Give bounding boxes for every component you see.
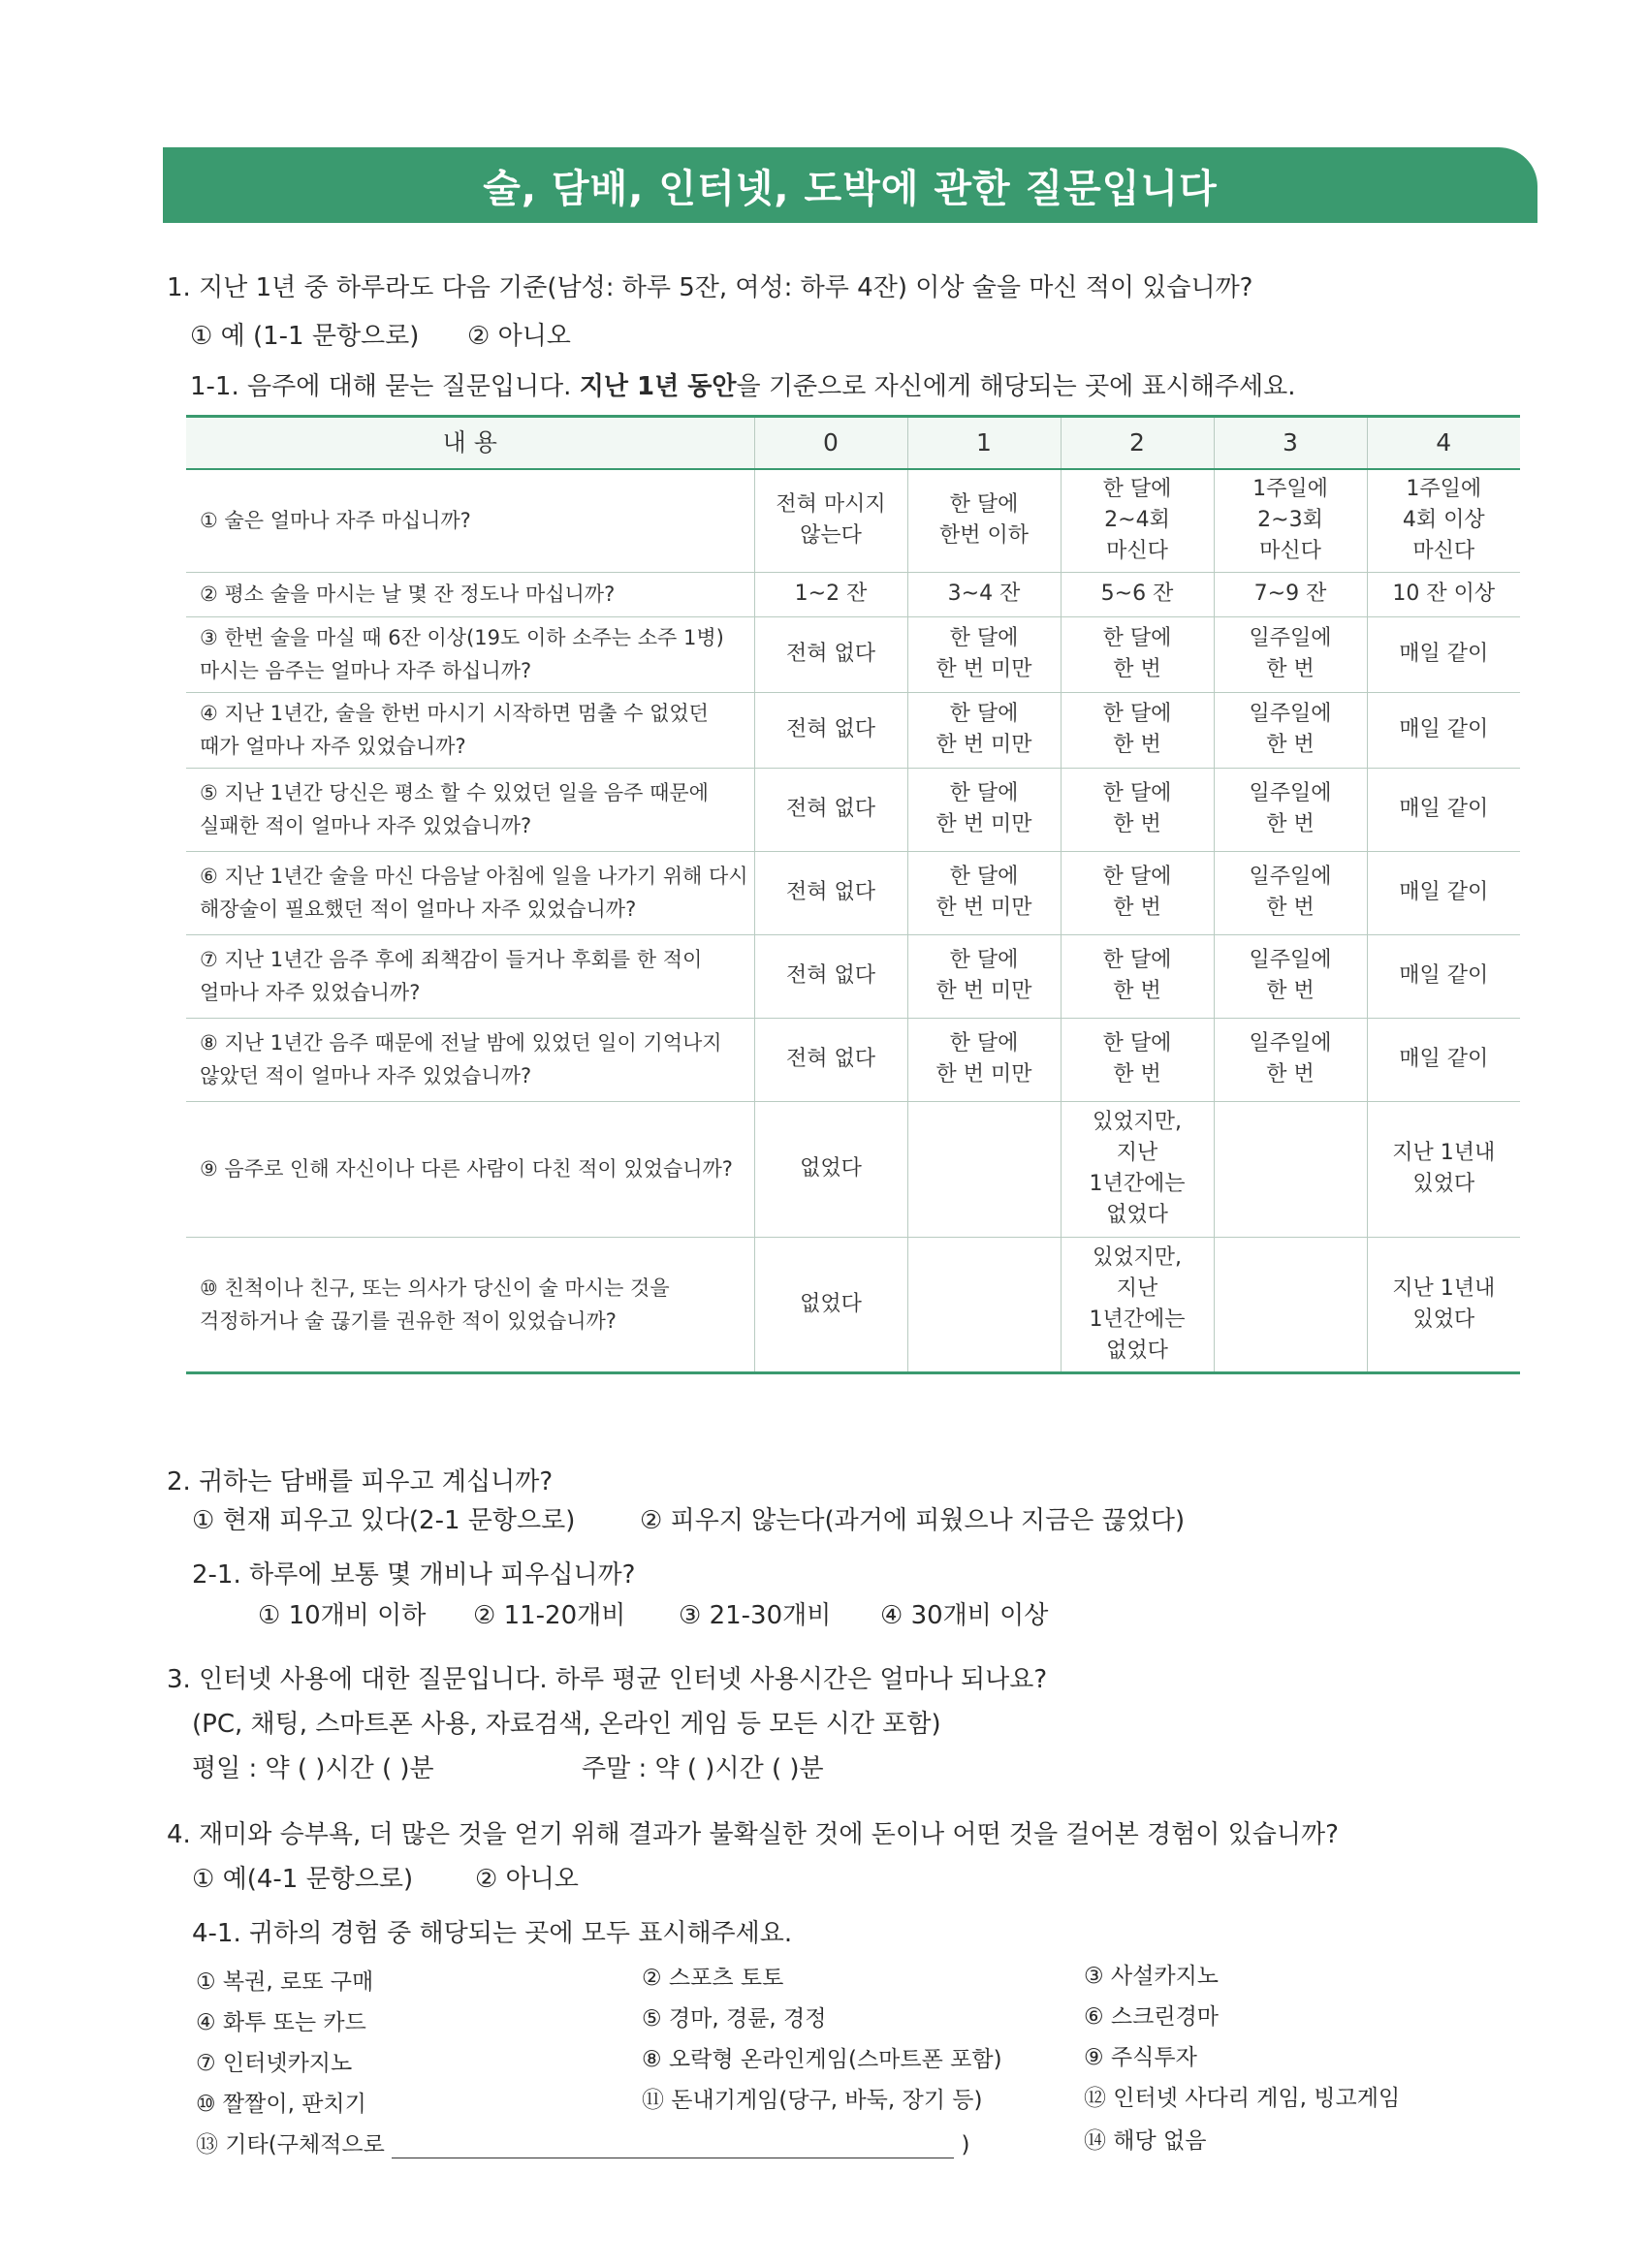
- answer-cell[interactable]: [1061, 851, 1214, 934]
- question-text: ② 평소 술을 마시는 날 몇 잔 정도나 마십니까?: [200, 583, 616, 606]
- q1-1-instruction: [190, 366, 1296, 402]
- header-score: 0: [754, 417, 907, 470]
- answer-cell[interactable]: [1061, 572, 1214, 616]
- table-row: [186, 572, 1520, 616]
- question-text: ⑩ 친척이나 친구, 또는 의사가 당신이 술 마시는 것을 걱정하거나 술 끊기를 권유한 적이 있었습니까?: [200, 1276, 670, 1333]
- question-cell: [186, 1101, 754, 1237]
- answer-text: 전혀 없다: [785, 963, 875, 988]
- answer-cell: [1214, 1101, 1367, 1237]
- q4-option-yes[interactable]: ① 예(4-1 문항으로): [192, 1865, 414, 1894]
- table-row: [186, 1237, 1520, 1372]
- answer-cell[interactable]: [907, 1018, 1061, 1101]
- table-row: [186, 469, 1520, 572]
- answer-cell[interactable]: [1367, 934, 1520, 1018]
- answer-text: 매일 같이: [1399, 963, 1489, 988]
- question-cell: [186, 768, 754, 851]
- answer-cell: [907, 1237, 1061, 1372]
- question-cell: [186, 572, 754, 616]
- answer-text: 일주일에 한 번: [1249, 948, 1332, 1003]
- q4-option-no[interactable]: ② 아니오: [475, 1865, 579, 1894]
- gamble-item[interactable]: ⑥ 스크린경마: [1084, 2004, 1220, 2030]
- answer-cell[interactable]: [907, 616, 1061, 692]
- answer-text: 매일 같이: [1399, 880, 1489, 904]
- answer-cell[interactable]: [1061, 1237, 1214, 1372]
- answer-cell[interactable]: [1214, 469, 1367, 572]
- q3-text: 3. 인터넷 사용에 대한 질문입니다. 하루 평균 인터넷 사용시간은 얼마나 되나요?: [167, 1665, 1048, 1694]
- answer-cell[interactable]: [754, 1101, 907, 1237]
- answer-cell[interactable]: [1061, 768, 1214, 851]
- answer-cell[interactable]: [1061, 934, 1214, 1018]
- answer-text: 한 달에 한 번: [1102, 626, 1172, 681]
- gamble-item-none[interactable]: ⑭ 해당 없음: [1084, 2128, 1207, 2154]
- answer-cell[interactable]: [1367, 1237, 1520, 1372]
- q2-1-option-2[interactable]: ② 11-20개비: [473, 1601, 626, 1630]
- answer-cell[interactable]: [1214, 768, 1367, 851]
- answer-text: 전혀 없다: [785, 797, 875, 821]
- answer-cell[interactable]: [754, 572, 907, 616]
- question-text: ⑥ 지난 1년간 술을 마신 다음날 아침에 일을 나가기 위해 다시 해장술이 필요했던 적이 얼마나 자주 있었습니까?: [200, 865, 748, 921]
- answer-cell[interactable]: [1367, 1018, 1520, 1101]
- answer-text: 일주일에 한 번: [1249, 781, 1332, 836]
- answer-cell[interactable]: [907, 768, 1061, 851]
- gamble-item[interactable]: ⑨ 주식투자: [1084, 2045, 1197, 2070]
- gamble-item[interactable]: ⑧ 오락형 온라인게임(스마트폰 포함): [642, 2047, 1002, 2072]
- question-cell: [186, 469, 754, 572]
- answer-text: 한 달에 한 번: [1102, 948, 1172, 1003]
- answer-text: 전혀 없다: [785, 1047, 875, 1071]
- answer-cell[interactable]: [754, 1018, 907, 1101]
- q4-text: 4. 재미와 승부욕, 더 많은 것을 얻기 위해 결과가 불확실한 것에 돈이나 어떤 것을 걸어본 경험이 있습니까?: [167, 1820, 1339, 1849]
- table-row: [186, 1101, 1520, 1237]
- question-cell: [186, 692, 754, 768]
- question-text: ⑤ 지난 1년간 당신은 평소 할 수 있었던 일을 음주 때문에 실패한 적이 얼마나 자주 있었습니까?: [200, 781, 709, 837]
- answer-text: 매일 같이: [1399, 1047, 1489, 1071]
- answer-text: 한 달에 한 번: [1102, 865, 1172, 920]
- q3-weekend-field[interactable]: 주말 : 약 ( )시간 ( )분: [582, 1754, 824, 1783]
- answer-text: 한 달에 한 번: [1102, 702, 1172, 757]
- answer-cell[interactable]: [754, 934, 907, 1018]
- answer-cell: [907, 1101, 1061, 1237]
- answer-cell[interactable]: [1214, 692, 1367, 768]
- answer-text: 한 달에 한 번 미만: [935, 948, 1032, 1003]
- answer-text: 한 달에 2~4회 마신다: [1102, 477, 1172, 564]
- q2-1-option-4[interactable]: ④ 30개비 이상: [880, 1601, 1049, 1630]
- answer-text: 한 달에 한 번 미만: [935, 1031, 1032, 1087]
- answer-text: 일주일에 한 번: [1249, 1031, 1332, 1087]
- answer-text: 일주일에 한 번: [1249, 626, 1332, 681]
- answer-text: 5~6 잔: [1100, 582, 1174, 606]
- q1-text: 1. 지난 1년 중 하루라도 다음 기준(남성: 하루 5잔, 여성: 하루 4잔) 이상 술을 마신 적이 있습니까?: [167, 273, 1253, 302]
- page-title: 술, 담배, 인터넷, 도박에 관한 질문입니다: [483, 166, 1218, 211]
- answer-cell[interactable]: [754, 851, 907, 934]
- gamble-item[interactable]: ② 스포츠 토토: [642, 1966, 784, 1991]
- answer-cell[interactable]: [1214, 1018, 1367, 1101]
- answer-cell[interactable]: [754, 616, 907, 692]
- gamble-item[interactable]: ③ 사설카지노: [1084, 1964, 1220, 1989]
- answer-cell[interactable]: [1367, 572, 1520, 616]
- answer-text: 매일 같이: [1399, 642, 1489, 666]
- answer-cell[interactable]: [1061, 616, 1214, 692]
- gamble-item[interactable]: ⑦ 인터넷카지노: [196, 2051, 353, 2076]
- answer-cell[interactable]: [754, 1237, 907, 1372]
- header-score: 4: [1367, 417, 1520, 470]
- answer-cell[interactable]: [1214, 572, 1367, 616]
- q2-1-option-3[interactable]: ③ 21-30개비: [679, 1601, 832, 1630]
- answer-text: 매일 같이: [1399, 797, 1489, 821]
- answer-cell[interactable]: [1367, 768, 1520, 851]
- answer-cell[interactable]: [1367, 692, 1520, 768]
- gamble-item-other[interactable]: [196, 2126, 969, 2158]
- answer-cell[interactable]: [1214, 851, 1367, 934]
- q1-option-yes[interactable]: ① 예 (1-1 문항으로): [190, 322, 420, 351]
- q2-1-option-1[interactable]: ① 10개비 이하: [258, 1601, 427, 1630]
- question-cell: [186, 1237, 754, 1372]
- answer-text: 한 달에 한 번 미만: [935, 781, 1032, 836]
- q1-1-bold: 지난 1년 동안: [579, 372, 737, 401]
- other-label: ⑬ 기타(구체적으로: [196, 2132, 385, 2158]
- question-text: ⑨ 음주로 인해 자신이나 다른 사람이 다친 적이 있었습니까?: [200, 1157, 733, 1181]
- answer-cell[interactable]: [1061, 469, 1214, 572]
- header-score: 1: [907, 417, 1061, 470]
- question-text: ③ 한번 술을 마실 때 6잔 이상(19도 이하 소주는 소주 1병) 마시는 음주는 얼마나 자주 하십니까?: [200, 626, 724, 682]
- table-row: [186, 692, 1520, 768]
- answer-text: 1주일에 4회 이상 마신다: [1402, 477, 1485, 564]
- answer-cell[interactable]: [754, 692, 907, 768]
- question-text: ⑧ 지난 1년간 음주 때문에 전날 밤에 있었던 일이 기억나지 않았던 적이 얼마나 자주 있었습니까?: [200, 1031, 722, 1087]
- answer-text: 전혀 없다: [785, 880, 875, 904]
- answer-text: 없었다: [800, 1291, 862, 1316]
- answer-text: 10 잔 이상: [1392, 582, 1496, 606]
- answer-text: 일주일에 한 번: [1249, 702, 1332, 757]
- q2-option-smoking[interactable]: ① 현재 피우고 있다(2-1 문항으로): [192, 1506, 576, 1535]
- answer-text: 한 달에 한 번: [1102, 1031, 1172, 1087]
- question-cell: [186, 851, 754, 934]
- q1-1-prefix: 1-1. 음주에 대해 묻는 질문입니다.: [190, 372, 580, 401]
- answer-cell[interactable]: [907, 692, 1061, 768]
- answer-text: 3~4 잔: [947, 582, 1021, 606]
- q3-weekday-field[interactable]: 평일 : 약 ( )시간 ( )분: [192, 1754, 434, 1783]
- gamble-item[interactable]: ⑩ 짤짤이, 판치기: [196, 2092, 366, 2117]
- q4-1-text: 4-1. 귀하의 경험 중 해당되는 곳에 모두 표시해주세요.: [192, 1919, 793, 1948]
- answer-text: 한 달에 한 번 미만: [935, 865, 1032, 920]
- answer-cell[interactable]: [907, 572, 1061, 616]
- answer-text: 일주일에 한 번: [1249, 865, 1332, 920]
- table-row: [186, 934, 1520, 1018]
- question-cell: [186, 616, 754, 692]
- answer-cell[interactable]: [907, 934, 1061, 1018]
- answer-cell[interactable]: [1367, 1101, 1520, 1237]
- q2-1-text: 2-1. 하루에 보통 몇 개비나 피우십니까?: [192, 1560, 636, 1590]
- answer-text: 1주일에 2~3회 마신다: [1252, 477, 1328, 564]
- q2-option-not-smoking[interactable]: ② 피우지 않는다(과거에 피웠으나 지금은 끊었다): [640, 1506, 1186, 1535]
- question-text: ⑦ 지난 1년간 음주 후에 죄책감이 들거나 후회를 한 적이 얼마나 자주 있었습니까?: [200, 948, 703, 1004]
- answer-text: 한 달에 한 번 미만: [935, 702, 1032, 757]
- table-row: [186, 616, 1520, 692]
- q2-text: 2. 귀하는 담배를 피우고 계십니까?: [167, 1467, 554, 1496]
- answer-text: 1~2 잔: [794, 582, 868, 606]
- answer-cell[interactable]: [1367, 469, 1520, 572]
- answer-cell[interactable]: [1061, 1018, 1214, 1101]
- answer-text: 지난 1년내 있었다: [1392, 1276, 1496, 1332]
- gamble-item[interactable]: ① 복권, 로또 구매: [196, 1969, 374, 1995]
- answer-text: 전혀 없다: [785, 717, 875, 741]
- other-close: ): [961, 2132, 970, 2158]
- answer-cell[interactable]: [1061, 692, 1214, 768]
- answer-cell[interactable]: [754, 469, 907, 572]
- answer-cell[interactable]: [754, 768, 907, 851]
- q1-option-no[interactable]: ② 아니오: [467, 322, 571, 351]
- answer-cell[interactable]: [1214, 934, 1367, 1018]
- table-row: [186, 1018, 1520, 1101]
- question-cell: [186, 1018, 754, 1101]
- answer-text: 있었지만, 지난 1년간에는 없었다: [1089, 1110, 1186, 1227]
- answer-cell[interactable]: [1061, 1101, 1214, 1237]
- answer-cell[interactable]: [1367, 616, 1520, 692]
- answer-text: 전혀 마시지 않는다: [776, 492, 886, 549]
- answer-cell[interactable]: [907, 469, 1061, 572]
- answer-text: 있었지만, 지난 1년간에는 없었다: [1089, 1244, 1186, 1363]
- answer-text: 한 달에 한 번 미만: [935, 626, 1032, 681]
- answer-text: 없었다: [800, 1156, 862, 1181]
- question-text: ① 술은 얼마나 자주 마십니까?: [200, 509, 471, 533]
- table-body: [186, 469, 1520, 1372]
- alcohol-table: [186, 415, 1520, 1374]
- question-cell: [186, 934, 754, 1018]
- gamble-item[interactable]: ④ 화투 또는 카드: [196, 2010, 366, 2035]
- q1-1-suffix: 을 기준으로 자신에게 해당되는 곳에 표시해주세요.: [736, 372, 1296, 401]
- header-content: 내 용: [186, 417, 754, 470]
- answer-text: 전혀 없다: [785, 642, 875, 666]
- answer-cell: [1214, 1237, 1367, 1372]
- answer-text: 7~9 잔: [1253, 582, 1327, 606]
- other-blank-line[interactable]: [392, 2136, 954, 2158]
- table-row: [186, 851, 1520, 934]
- gamble-item[interactable]: ⑤ 경마, 경륜, 경정: [642, 2006, 827, 2032]
- answer-cell[interactable]: [907, 851, 1061, 934]
- answer-text: 지난 1년내 있었다: [1392, 1141, 1496, 1196]
- answer-text: 한 달에 한번 이하: [938, 492, 1029, 549]
- question-text: ④ 지난 1년간, 술을 한번 마시기 시작하면 멈출 수 없었던 때가 얼마나 자주 있었습니까?: [200, 702, 709, 758]
- gamble-item[interactable]: ⑫ 인터넷 사다리 게임, 빙고게임: [1084, 2086, 1401, 2111]
- q3-note: (PC, 채팅, 스마트폰 사용, 자료검색, 온라인 게임 등 모든 시간 포함): [192, 1710, 941, 1739]
- answer-text: 한 달에 한 번: [1102, 781, 1172, 836]
- gamble-item[interactable]: ⑪ 돈내기게임(당구, 바둑, 장기 등): [642, 2088, 983, 2113]
- table-row: [186, 768, 1520, 851]
- answer-text: 매일 같이: [1399, 717, 1489, 741]
- header-score: 3: [1214, 417, 1367, 470]
- table-header-row: [186, 417, 1520, 470]
- title-banner: [163, 147, 1537, 223]
- answer-cell[interactable]: [1367, 851, 1520, 934]
- header-score: 2: [1061, 417, 1214, 470]
- answer-cell[interactable]: [1214, 616, 1367, 692]
